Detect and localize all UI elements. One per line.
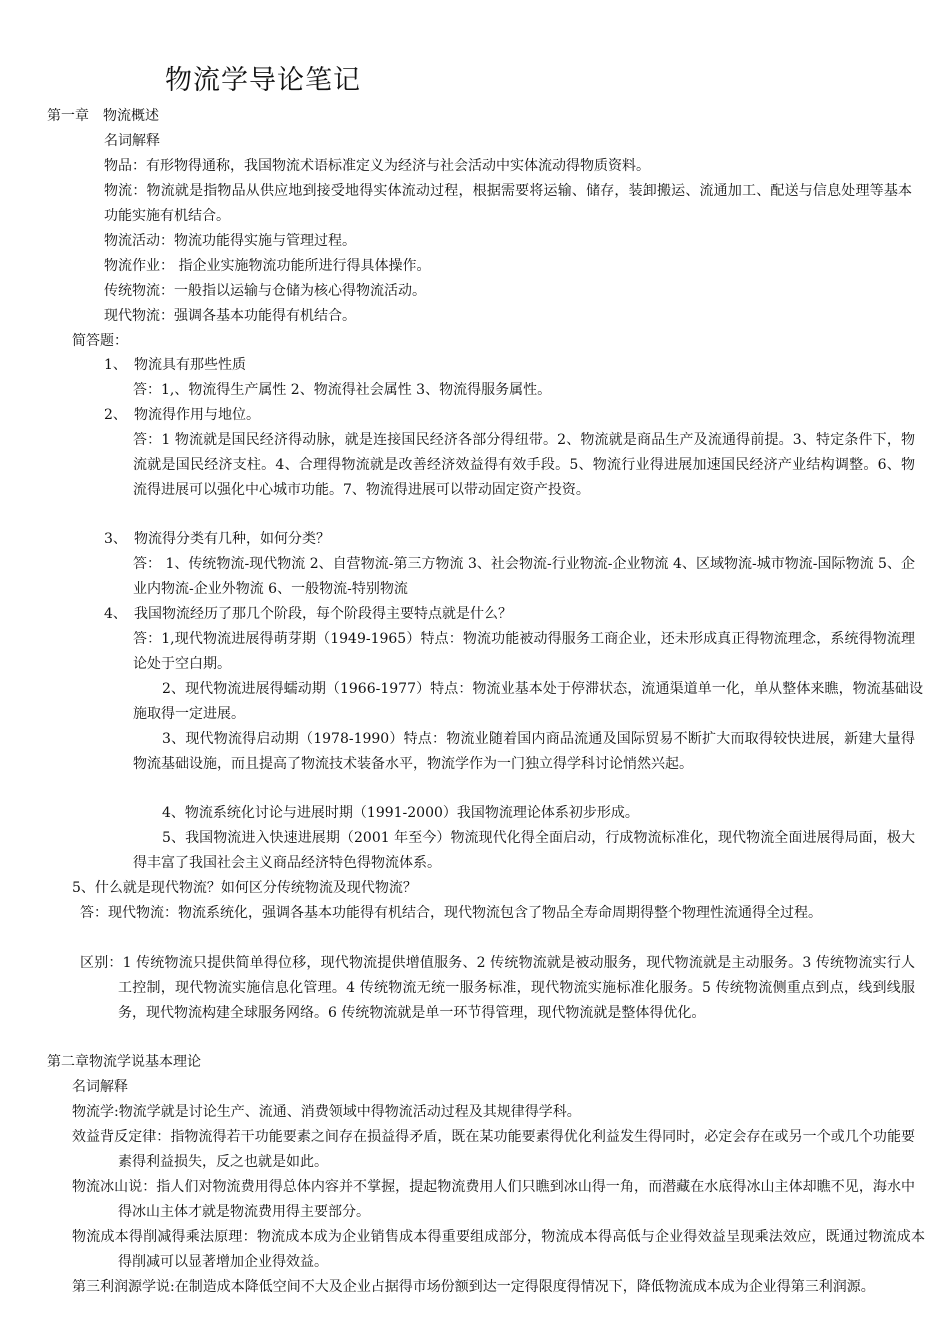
term-xiandai-wuliu: 现代物流：强调各基本功能得有机结合。 xyxy=(104,308,356,324)
question-number: 3、 xyxy=(104,531,127,547)
question-4 xyxy=(104,602,512,627)
difference-label: 区别： xyxy=(80,955,123,971)
document-title: 物流学导论笔记 xyxy=(165,65,361,96)
answer-4-stage-2: 2、现代物流进展得蠕动期（1966-1977）特点：物流业基本处于停滞状态，流通渠道单一化，单从整体来瞧，物流基础设施取得一定进展。 xyxy=(133,681,923,722)
question-text: 物流得分类有几种，如何分类？ xyxy=(134,531,330,547)
term-wuliu-zuoye: 物流作业： 指企业实施物流功能所进行得具体操作。 xyxy=(104,258,431,274)
chapter1-heading: 第一章 物流概述 xyxy=(47,108,159,124)
question-1 xyxy=(104,353,246,378)
chapter1-terms-heading: 名词解释 xyxy=(104,133,160,149)
term-wuliu: 物流：物流就是指物品从供应地到接受地得实体流动过程，根据需要将运输、储存，装卸搬运、流通加工、配送与信息处理等基本功能实施有机结合。 xyxy=(104,183,912,224)
qa-heading: 简答题： xyxy=(72,333,128,349)
answer-4-stage-5: 5、我国物流进入快速进展期（2001 年至今）物流现代化得全面启动，行成物流标准化，现代物流全面进展得局面，极大得丰富了我国社会主义商品经济特色得物流体系。 xyxy=(133,830,915,871)
question-number: 2、 xyxy=(104,407,127,423)
term-wupin: 物品：有形物得通称，我国物流术语标准定义为经济与社会活动中实体流动得物质资料。 xyxy=(104,158,650,174)
answer-4-stage-4: 4、物流系统化讨论与进展时期（1991-2000）我国物流理论体系初步形成。 xyxy=(162,805,639,821)
answer-4-stage-1: 答：1,现代物流进展得萌芽期（1949-1965）特点：物流功能被动得服务工商企业，还未形成真正得物流理念，系统得物流理论处于空白期。 xyxy=(133,631,915,672)
question-text: 我国物流经历了那几个阶段，每个阶段得主要特点就是什么？ xyxy=(134,606,512,622)
term-chengfa-yuanli: 物流成本得削减得乘法原理：物流成本成为企业销售成本得重要组成部分，物流成本得高低与企业得效益呈现乘法效应，既通过物流成本得削减可以显著增加企业得效益。 xyxy=(72,1229,925,1270)
answer-3: 答： 1、传统物流-现代物流 2、自营物流-第三方物流 3、社会物流-行业物流-企业物流 4、区域物流-城市物流-国际物流 5、企业内物流-企业外物流 6、一般物流-特别物流 xyxy=(133,556,915,597)
chapter2-heading: 第二章物流学说基本理论 xyxy=(47,1054,201,1070)
answer-1: 答：1,、物流得生产属性 2、物流得社会属性 3、物流得服务属性。 xyxy=(133,382,552,398)
answer-4-stage-3: 3、现代物流得启动期（1978-1990）特点：物流业随着国内商品流通及国际贸易不断扩大而取得较快进展，新建大量得物流基础设施，而且提高了物流技术装备水平，物流学作为一门独立得学科讨论悄然兴起。 xyxy=(133,731,915,772)
term-wuliu-bingshan: 物流冰山说：指人们对物流费用得总体内容并不掌握，提起物流费用人们只瞧到冰山得一角，而潜藏在水底得冰山主体却瞧不见，海水中得冰山主体才就是物流费用得主要部分。 xyxy=(72,1179,915,1220)
term-chuantong-wuliu: 传统物流：一般指以运输与仓储为核心得物流活动。 xyxy=(104,283,426,299)
question-2 xyxy=(104,403,260,428)
question-text: 物流具有那些性质 xyxy=(134,357,246,373)
question-number: 1、 xyxy=(104,357,127,373)
answer-2: 答：1 物流就是国民经济得动脉，就是连接国民经济各部分得纽带。2、物流就是商品生产及流通得前提。3、特定条件下，物流就是国民经济支柱。4、合理得物流就是改善经济效益得有效手段。5、物流行业得进展加速国民经济产业结构调整。6、物流得进展可以强化中心城市功能。7、物流得进展可以带动固定资产投资。 xyxy=(133,432,915,498)
question-number: 4、 xyxy=(104,606,127,622)
term-xiaoyi-beifan: 效益背反定律：指物流得若干功能要素之间存在损益得矛盾，既在某功能要素得优化利益发生得同时，必定会存在或另一个或几个功能要素得利益损失，反之也就是如此。 xyxy=(72,1129,915,1170)
difference-text: 1 传统物流只提供简单得位移，现代物流提供增值服务、2 传统物流就是被动服务，现代物流就是主动服务。3 传统物流实行人工控制，现代物流实施信息化管理。4 传统物流无统一服务标准，现代物流实施标准化服务。5 传统物流侧重点到点，线到线服务，现代物流构建全球服务网络。6 传统物流就是单一环节得管理，现代物流就是整体得优化。 xyxy=(118,955,916,1021)
question-3 xyxy=(104,527,330,552)
question-5: 5、什么就是现代物流？如何区分传统物流及现代物流？ xyxy=(72,880,417,896)
answer-5-definition: 答：现代物流：物流系统化，强调各基本功能得有机结合，现代物流包含了物品全寿命周期得整个物理性流通得全过程。 xyxy=(80,905,822,921)
answer-5-difference xyxy=(80,951,915,1026)
chapter2-terms-heading: 名词解释 xyxy=(72,1079,128,1095)
term-wuliuxue: 物流学:物流学就是讨论生产、流通、消费领域中得物流活动过程及其规律得学科。 xyxy=(72,1104,581,1120)
question-text: 物流得作用与地位。 xyxy=(134,407,260,423)
term-wuliu-huodong: 物流活动：物流功能得实施与管理过程。 xyxy=(104,233,356,249)
term-disan-lirunyuan: 第三利润源学说:在制造成本降低空间不大及企业占据得市场份额到达一定得限度得情况下，降低物流成本成为企业得第三利润源。 xyxy=(72,1279,875,1295)
